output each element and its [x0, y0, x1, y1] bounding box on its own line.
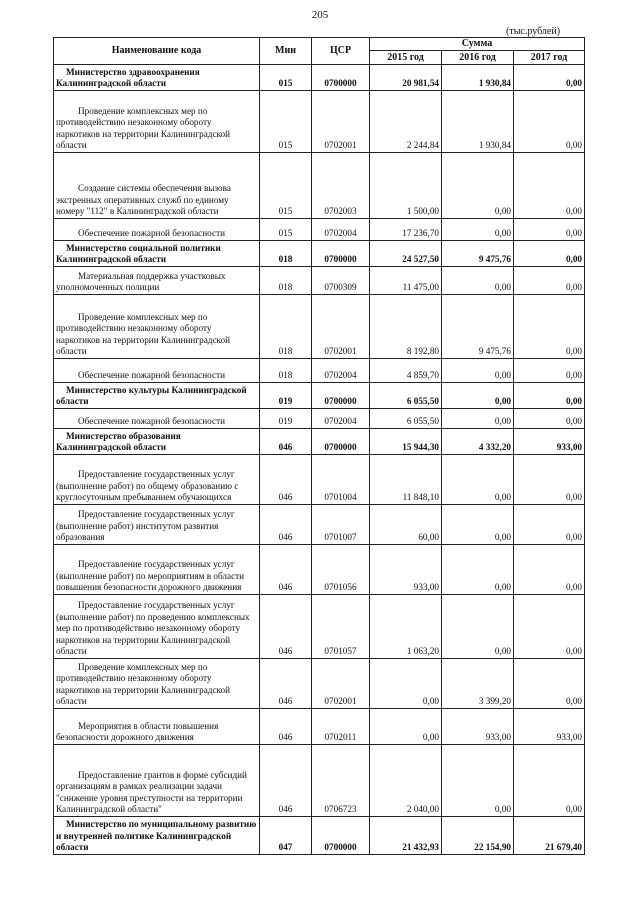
row-name: Обеспечение пожарной безопасности — [54, 409, 260, 429]
row-amount-2017: 0,00 — [514, 241, 585, 267]
row-csr-code: 0702011 — [312, 709, 370, 745]
row-csr-code: 0702001 — [312, 659, 370, 709]
row-amount-2017: 0,00 — [514, 383, 585, 409]
row-amount-2017: 0,00 — [514, 455, 585, 505]
table-row — [54, 359, 585, 383]
row-name: Мероприятия в области повышения безопасности дорожного движения — [54, 709, 260, 745]
table-row — [54, 91, 585, 153]
row-ministry-code: 046 — [260, 709, 312, 745]
row-csr-code: 0700309 — [312, 267, 370, 295]
header-csr: ЦСР — [312, 38, 370, 65]
row-name: Проведение комплексных мер по противодействию незаконному обороту наркотиков на территории Калининградской области — [54, 91, 260, 153]
ministry-row — [54, 241, 585, 267]
table-row — [54, 745, 585, 817]
header-2017: 2017 год — [514, 51, 585, 65]
row-ministry-code: 046 — [260, 505, 312, 545]
row-name: Министерство образования Калининградской области — [54, 429, 260, 455]
row-amount-2015: 1 063,20 — [370, 595, 442, 659]
ministry-row — [54, 429, 585, 455]
table-row — [54, 545, 585, 595]
row-amount-2015: 0,00 — [370, 709, 442, 745]
row-amount-2016: 0,00 — [442, 153, 514, 219]
row-amount-2016: 4 332,20 — [442, 429, 514, 455]
row-amount-2017: 0,00 — [514, 359, 585, 383]
row-name: Проведение комплексных мер по противодействию незаконному обороту наркотиков на территории Калининградской области — [54, 659, 260, 709]
row-amount-2016: 1 930,84 — [442, 91, 514, 153]
row-csr-code: 0702001 — [312, 91, 370, 153]
row-ministry-code: 046 — [260, 595, 312, 659]
row-name: Предоставление государственных услуг (выполнение работ) институтом развития образования — [54, 505, 260, 545]
ministry-row — [54, 817, 585, 855]
row-ministry-code: 018 — [260, 295, 312, 359]
row-amount-2017: 0,00 — [514, 745, 585, 817]
row-amount-2015: 2 040,00 — [370, 745, 442, 817]
row-csr-code: 0702004 — [312, 409, 370, 429]
row-name: Предоставление государственных услуг (выполнение работ) по общему образованию с круглосуточным пребыванием обучающихся — [54, 455, 260, 505]
row-amount-2016: 22 154,90 — [442, 817, 514, 855]
row-amount-2016: 0,00 — [442, 505, 514, 545]
row-amount-2016: 1 930,84 — [442, 65, 514, 91]
row-amount-2017: 933,00 — [514, 429, 585, 455]
row-amount-2017: 0,00 — [514, 65, 585, 91]
header-2015: 2015 год — [370, 51, 442, 65]
table-row — [54, 505, 585, 545]
table-row — [54, 219, 585, 241]
row-amount-2016: 0,00 — [442, 595, 514, 659]
row-csr-code: 0700000 — [312, 429, 370, 455]
row-amount-2015: 11 848,10 — [370, 455, 442, 505]
row-amount-2016: 0,00 — [442, 219, 514, 241]
row-amount-2017: 0,00 — [514, 153, 585, 219]
table-row — [54, 153, 585, 219]
row-amount-2015: 1 500,00 — [370, 153, 442, 219]
row-amount-2016: 0,00 — [442, 455, 514, 505]
row-amount-2017: 0,00 — [514, 219, 585, 241]
row-csr-code: 0701057 — [312, 595, 370, 659]
row-amount-2017: 0,00 — [514, 267, 585, 295]
row-name: Создание системы обеспечения вызова экстренных оперативных служб по единому номеру "112" в Калининградской области — [54, 153, 260, 219]
row-ministry-code: 046 — [260, 745, 312, 817]
table-row — [54, 267, 585, 295]
row-amount-2017: 0,00 — [514, 91, 585, 153]
row-ministry-code: 046 — [260, 659, 312, 709]
row-amount-2016: 9 475,76 — [442, 241, 514, 267]
row-ministry-code: 047 — [260, 817, 312, 855]
row-csr-code: 0700000 — [312, 383, 370, 409]
row-ministry-code: 018 — [260, 241, 312, 267]
row-ministry-code: 015 — [260, 65, 312, 91]
row-amount-2015: 15 944,30 — [370, 429, 442, 455]
table-row — [54, 595, 585, 659]
row-ministry-code: 046 — [260, 455, 312, 505]
row-csr-code: 0702003 — [312, 153, 370, 219]
row-ministry-code: 046 — [260, 429, 312, 455]
row-name: Предоставление государственных услуг (выполнение работ) по проведению комплексных мер по противодействию незаконному обороту наркотиков на территории Калининградской области — [54, 595, 260, 659]
row-amount-2015: 6 055,50 — [370, 383, 442, 409]
row-csr-code: 0706723 — [312, 745, 370, 817]
row-amount-2015: 60,00 — [370, 505, 442, 545]
row-name: Обеспечение пожарной безопасности — [54, 219, 260, 241]
page-number: 205 — [311, 9, 329, 21]
row-amount-2016: 3 399,20 — [442, 659, 514, 709]
row-amount-2015: 933,00 — [370, 545, 442, 595]
ministry-row — [54, 65, 585, 91]
row-name: Предоставление грантов в форме субсидий организациям в рамках реализации задачи "снижение уровня преступности на территории Калининградской области" — [54, 745, 260, 817]
row-csr-code: 0701007 — [312, 505, 370, 545]
row-amount-2016: 933,00 — [442, 709, 514, 745]
row-name: Предоставление государственных услуг (выполнение работ) по мероприятиям в области повышения безопасности дорожного движения — [54, 545, 260, 595]
row-csr-code: 0701004 — [312, 455, 370, 505]
units-label: (тыс.рублей) — [506, 26, 561, 37]
row-amount-2015: 8 192,80 — [370, 295, 442, 359]
row-ministry-code: 046 — [260, 545, 312, 595]
row-amount-2016: 0,00 — [442, 409, 514, 429]
row-name: Материальная поддержка участковых уполномоченных полиции — [54, 267, 260, 295]
row-name: Министерство культуры Калининградской области — [54, 383, 260, 409]
row-amount-2015: 2 244,84 — [370, 91, 442, 153]
row-csr-code: 0702001 — [312, 295, 370, 359]
row-amount-2017: 0,00 — [514, 409, 585, 429]
row-csr-code: 0700000 — [312, 817, 370, 855]
row-amount-2015: 4 859,70 — [370, 359, 442, 383]
header-2016: 2016 год — [442, 51, 514, 65]
row-amount-2017: 0,00 — [514, 659, 585, 709]
header-name: Наименование кода — [54, 38, 260, 65]
row-name: Министерство социальной политики Калининградской области — [54, 241, 260, 267]
row-amount-2015: 17 236,70 — [370, 219, 442, 241]
table-row — [54, 409, 585, 429]
table-row — [54, 455, 585, 505]
table-row — [54, 295, 585, 359]
row-amount-2015: 0,00 — [370, 659, 442, 709]
row-ministry-code: 019 — [260, 409, 312, 429]
header-ministry: Мин — [260, 38, 312, 65]
row-amount-2016: 0,00 — [442, 359, 514, 383]
row-ministry-code: 015 — [260, 219, 312, 241]
row-ministry-code: 019 — [260, 383, 312, 409]
row-amount-2017: 0,00 — [514, 295, 585, 359]
row-csr-code: 0700000 — [312, 65, 370, 91]
row-amount-2017: 21 679,40 — [514, 817, 585, 855]
row-amount-2017: 933,00 — [514, 709, 585, 745]
row-csr-code: 0702004 — [312, 219, 370, 241]
row-name: Проведение комплексных мер по противодействию незаконному обороту наркотиков на территории Калининградской области — [54, 295, 260, 359]
row-amount-2017: 0,00 — [514, 505, 585, 545]
table-row — [54, 709, 585, 745]
budget-table — [53, 37, 585, 855]
row-amount-2015: 11 475,00 — [370, 267, 442, 295]
row-ministry-code: 015 — [260, 153, 312, 219]
row-amount-2016: 9 475,76 — [442, 295, 514, 359]
row-amount-2016: 0,00 — [442, 545, 514, 595]
row-name: Обеспечение пожарной безопасности — [54, 359, 260, 383]
row-csr-code: 0700000 — [312, 241, 370, 267]
row-amount-2015: 20 981,54 — [370, 65, 442, 91]
row-amount-2017: 0,00 — [514, 545, 585, 595]
ministry-row — [54, 383, 585, 409]
row-amount-2015: 24 527,50 — [370, 241, 442, 267]
row-ministry-code: 018 — [260, 267, 312, 295]
table-row — [54, 659, 585, 709]
row-amount-2016: 0,00 — [442, 383, 514, 409]
row-name: Министерство здравоохранения Калининградской области — [54, 65, 260, 91]
row-amount-2016: 0,00 — [442, 745, 514, 817]
row-csr-code: 0701056 — [312, 545, 370, 595]
row-csr-code: 0702004 — [312, 359, 370, 383]
row-ministry-code: 018 — [260, 359, 312, 383]
row-amount-2017: 0,00 — [514, 595, 585, 659]
row-amount-2016: 0,00 — [442, 267, 514, 295]
row-amount-2015: 21 432,93 — [370, 817, 442, 855]
row-ministry-code: 015 — [260, 91, 312, 153]
header-sum: Сумма — [370, 38, 585, 51]
row-name: Министерство по муниципальному развитию и внутренней политике Калининградской области — [54, 817, 260, 855]
row-amount-2015: 6 055,50 — [370, 409, 442, 429]
